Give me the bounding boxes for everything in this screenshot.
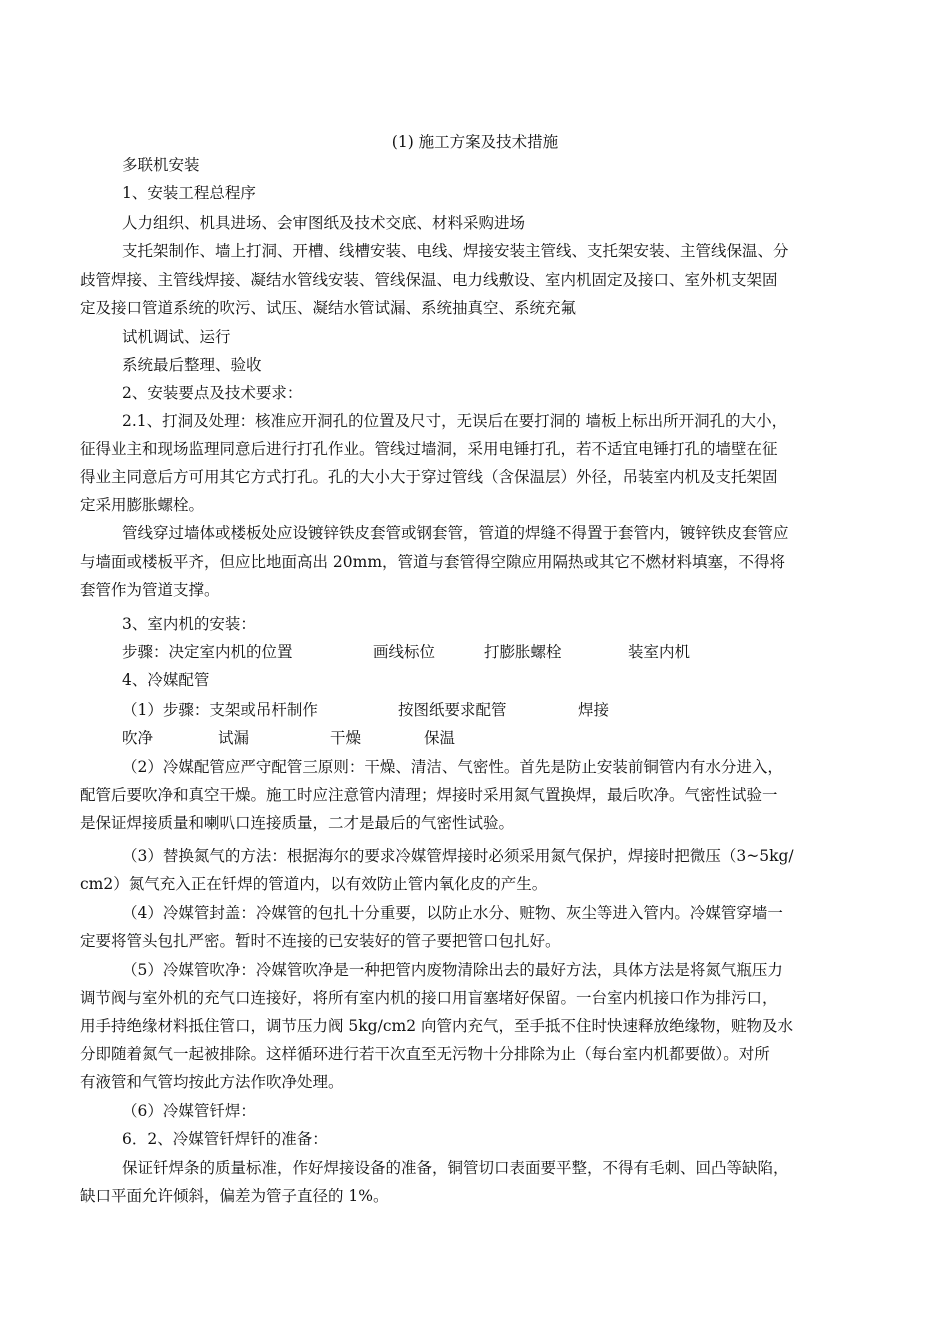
paragraph-line: 是保证焊接质量和喇叭口连接质量，二才是最后的气密性试验。 bbox=[80, 814, 515, 832]
process-step: 步骤：决定室内机的位置 bbox=[122, 643, 293, 661]
paragraph-line: 支托架制作、墙上打洞、开槽、线槽安装、电线、焊接安装主管线、支托架安装、主管线保温、分 bbox=[122, 242, 789, 260]
process-step: 装室内机 bbox=[628, 643, 691, 661]
paragraph-line: （5）冷媒管吹净：冷媒管吹净是一种把管内废物清除出去的最好方法，具体方法是将氮气瓶压力 bbox=[122, 961, 783, 979]
paragraph-line: 与墙面或楼板平齐，但应比地面高出 20mm，管道与套管得空隙应用隔热或其它不燃材料填塞，不得将 bbox=[80, 553, 786, 571]
paragraph-line: 定要将管头包扎严密。暂时不连接的已安装好的管子要把管口包扎好。 bbox=[80, 932, 561, 950]
paragraph-line: 缺口平面允许倾斜，偏差为管子直径的 1%。 bbox=[80, 1187, 389, 1205]
process-step: 试漏 bbox=[218, 729, 250, 747]
paragraph-line: 2、安装要点及技术要求： bbox=[122, 384, 303, 402]
paragraph-line: 用手持绝缘材料抵住管口，调节压力阀 5kg/cm2 向管内充气，至手抵不住时快速释放绝缘物，赃物及水 bbox=[80, 1017, 793, 1035]
paragraph-line: 3、室内机的安装： bbox=[122, 615, 256, 633]
paragraph-line: 套管作为管道支撑。 bbox=[80, 581, 220, 599]
page-title: (1) 施工方案及技术措施 bbox=[391, 133, 559, 151]
paragraph-line: （4）冷媒管封盖：冷媒管的包扎十分重要，以防止水分、赃物、灰尘等进入管内。冷媒管穿墙一 bbox=[122, 904, 783, 922]
paragraph-line: 试机调试、运行 bbox=[122, 328, 231, 346]
paragraph-line: 多联机安装 bbox=[122, 156, 200, 174]
paragraph-line: 系统最后整理、验收 bbox=[122, 356, 262, 374]
paragraph-line: 歧管焊接、主管线焊接、凝结水管线安装、管线保温、电力线敷设、室内机固定及接口、室外机支架固 bbox=[80, 271, 778, 289]
process-step: 按图纸要求配管 bbox=[398, 701, 507, 719]
paragraph-line: 有液管和气管均按此方法作吹净处理。 bbox=[80, 1073, 344, 1091]
process-step: 吹净 bbox=[122, 729, 154, 747]
process-step: 焊接 bbox=[578, 701, 610, 719]
process-step: 干燥 bbox=[330, 729, 362, 747]
paragraph-line: 定及接口管道系统的吹污、试压、凝结水管试漏、系统抽真空、系统充氟 bbox=[80, 299, 577, 317]
paragraph-line: 征得业主和现场监理同意后进行打孔作业。管线过墙洞，采用电锤打孔，若不适宜电锤打孔的墙壁在征 bbox=[80, 440, 778, 458]
paragraph-line: 调节阀与室外机的充气口连接好，将所有室内机的接口用盲塞堵好保留。一台室内机接口作为排污口， bbox=[80, 989, 778, 1007]
paragraph-line: 管线穿过墙体或楼板处应设镀锌铁皮套管或钢套管，管道的焊缝不得置于套管内，镀锌铁皮套管应 bbox=[122, 524, 789, 542]
paragraph-line: 人力组织、机具进场、会审图纸及技术交底、材料采购进场 bbox=[122, 214, 526, 232]
paragraph-line: 1、安装工程总程序 bbox=[122, 184, 256, 202]
paragraph-line: cm2）氮气充入正在钎焊的管道内，以有效防止管内氧化皮的产生。 bbox=[80, 875, 548, 893]
paragraph-line: 分即随着氮气一起被排除。这样循环进行若干次直至无污物十分排除为止（每台室内机都要做）。对所 bbox=[80, 1045, 770, 1063]
paragraph-line: 6．2、冷媒管钎焊钎的准备： bbox=[122, 1130, 328, 1148]
process-step: 保温 bbox=[424, 729, 456, 747]
process-step: （1）步骤：支架或吊杆制作 bbox=[122, 701, 318, 719]
paragraph-line: 定采用膨胀螺栓。 bbox=[80, 496, 205, 514]
process-step: 打膨胀螺栓 bbox=[484, 643, 562, 661]
paragraph-line: 得业主同意后方可用其它方式打孔。孔的大小大于穿过管线（含保温层）外径，吊装室内机及支托架固 bbox=[80, 468, 778, 486]
paragraph-line: （2）冷媒配管应严守配管三原则：干燥、清洁、气密性。首先是防止安装前铜管内有水分进入， bbox=[122, 758, 783, 776]
paragraph-line: 4、冷媒配管 bbox=[122, 671, 210, 689]
paragraph-line: 配管后要吹净和真空干燥。施工时应注意管内清理；焊接时采用氮气置换焊，最后吹净。气密性试验一 bbox=[80, 786, 778, 804]
paragraph-line: （6）冷媒管钎焊： bbox=[122, 1102, 256, 1120]
paragraph-line: 保证钎焊条的质量标准，作好焊接设备的准备，铜管切口表面要平整，不得有毛刺、回凸等缺陷， bbox=[122, 1159, 789, 1177]
process-step: 画线标位 bbox=[373, 643, 436, 661]
paragraph-line: 2.1、打洞及处理：核准应开洞孔的位置及尺寸，无误后在要打洞的 墙板上标出所开洞孔的大小， bbox=[122, 412, 788, 430]
paragraph-line: （3）替换氮气的方法：根据海尔的要求冷媒管焊接时必须采用氮气保护，焊接时把微压（3~5kg/ bbox=[122, 847, 794, 865]
